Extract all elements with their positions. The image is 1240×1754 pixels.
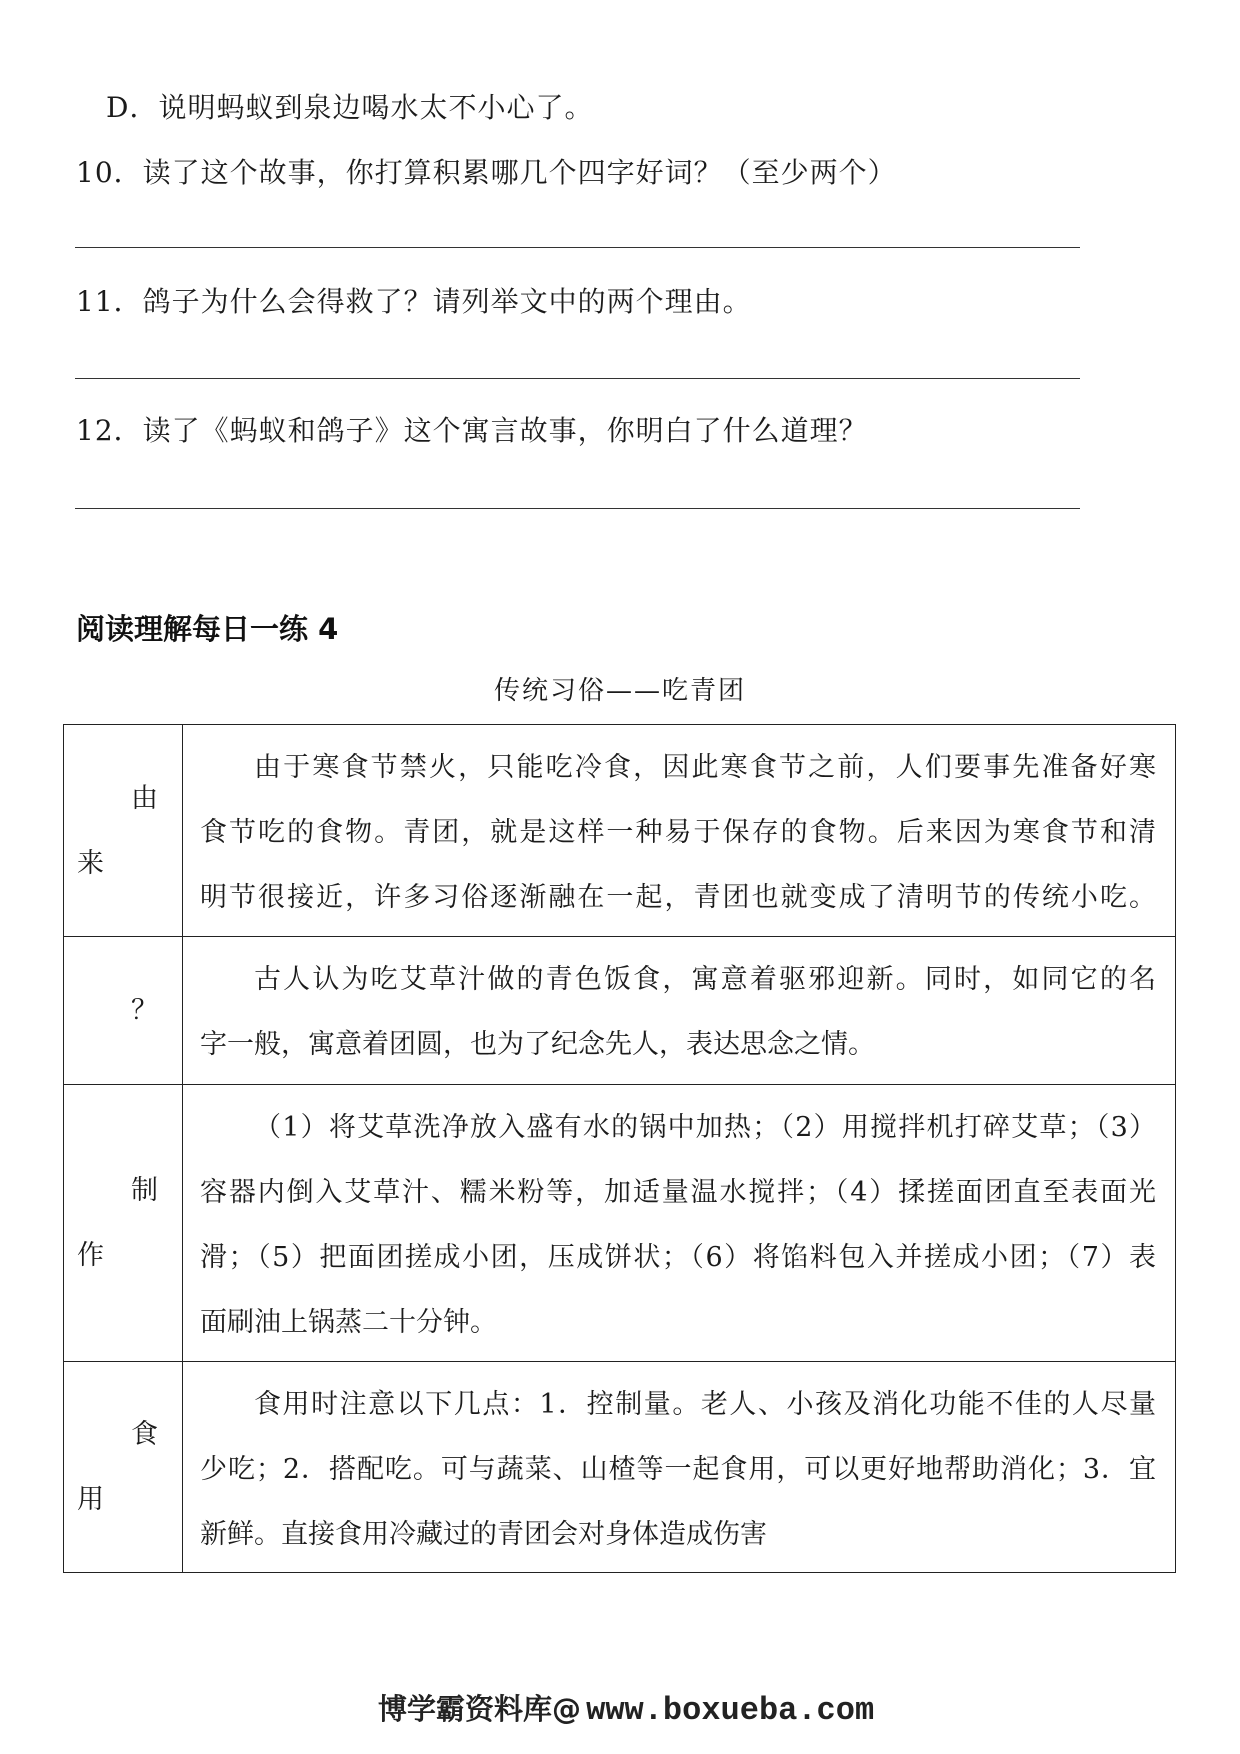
- row-content-line: 食用时注意以下几点：1．控制量。老人、小孩及消化功能不佳的人尽量: [254, 1389, 1156, 1420]
- article-title: 传统习俗——吃青团: [493, 676, 746, 706]
- table-row-eating: [64, 1362, 1176, 1573]
- row-label: 作: [77, 1240, 104, 1271]
- question-11: 11．鸽子为什么会得救了？请列举文中的两个理由。: [76, 285, 752, 318]
- row-content-line: 滑；（5）把面团搓成小团，压成饼状；（6）将馅料包入并搓成小团；（7）表: [200, 1242, 1156, 1273]
- row-content-line: 容器内倒入艾草汁、糯米粉等，加适量温水搅拌；（4）揉搓面团直至表面光: [200, 1177, 1156, 1208]
- row-content-line: 食节吃的食物。青团，就是这样一种易于保存的食物。后来因为寒食节和清: [200, 817, 1156, 848]
- row-label-cell: [64, 1085, 183, 1362]
- row-content-line: 字一般，寓意着团圆，也为了纪念先人，表达思念之情。: [200, 1029, 875, 1060]
- answer-line: [75, 378, 1080, 379]
- section-title: 阅读理解每日一练 4: [76, 612, 339, 646]
- row-content-line: 新鲜。直接食用冷藏过的青团会对身体造成伤害: [200, 1519, 767, 1550]
- row-label: 来: [77, 847, 104, 879]
- row-content-cell: [183, 1085, 1176, 1362]
- question-9-option-d: D．说明蚂蚁到泉边喝水太不小心了。: [106, 91, 594, 124]
- footer-watermark: [378, 1688, 874, 1730]
- row-content-line: 面刷油上锅蒸二十分钟。: [200, 1307, 497, 1338]
- row-label-cell: [64, 1362, 183, 1573]
- answer-line: [75, 247, 1080, 248]
- table-row-meaning: [64, 937, 1176, 1085]
- row-label-cell: [64, 937, 183, 1085]
- info-table: [63, 724, 1176, 1573]
- row-content-line: 明节很接近，许多习俗逐渐融在一起，青团也就变成了清明节的传统小吃。: [200, 882, 1156, 913]
- row-content-line: 由于寒食节禁火，只能吃冷食，因此寒食节之前，人们要事先准备好寒: [254, 752, 1156, 783]
- row-content-cell: [183, 1362, 1176, 1573]
- row-content-line: 古人认为吃艾草汁做的青色饭食，寓意着驱邪迎新。同时，如同它的名: [254, 964, 1156, 995]
- question-10: 10．读了这个故事，你打算积累哪几个四字好词？（至少两个）: [76, 156, 897, 189]
- row-label: 由: [131, 782, 158, 814]
- row-label: 食: [131, 1419, 158, 1450]
- row-content-line: （1）将艾草洗净放入盛有水的锅中加热；（2）用搅拌机打碎艾草；（3）: [254, 1112, 1156, 1143]
- question-12: 12．读了《蚂蚁和鸽子》这个寓言故事，你明白了什么道理？: [76, 414, 868, 447]
- row-content-cell: [183, 937, 1176, 1085]
- row-label-cell: [64, 725, 183, 937]
- row-content-line: 少吃；2．搭配吃。可与蔬菜、山楂等一起食用，可以更好地帮助消化；3．宜: [200, 1454, 1156, 1485]
- row-label: 用: [77, 1484, 104, 1515]
- table-row-origin: [64, 725, 1176, 937]
- row-label: 制: [131, 1175, 158, 1206]
- row-label: ？: [131, 995, 158, 1026]
- answer-line: [75, 508, 1080, 509]
- footer-brand: 博学霸资料库@: [378, 1692, 582, 1726]
- row-content-cell: [183, 725, 1176, 937]
- table-row-making: [64, 1085, 1176, 1362]
- footer-url: www.boxueba.com: [586, 1692, 875, 1729]
